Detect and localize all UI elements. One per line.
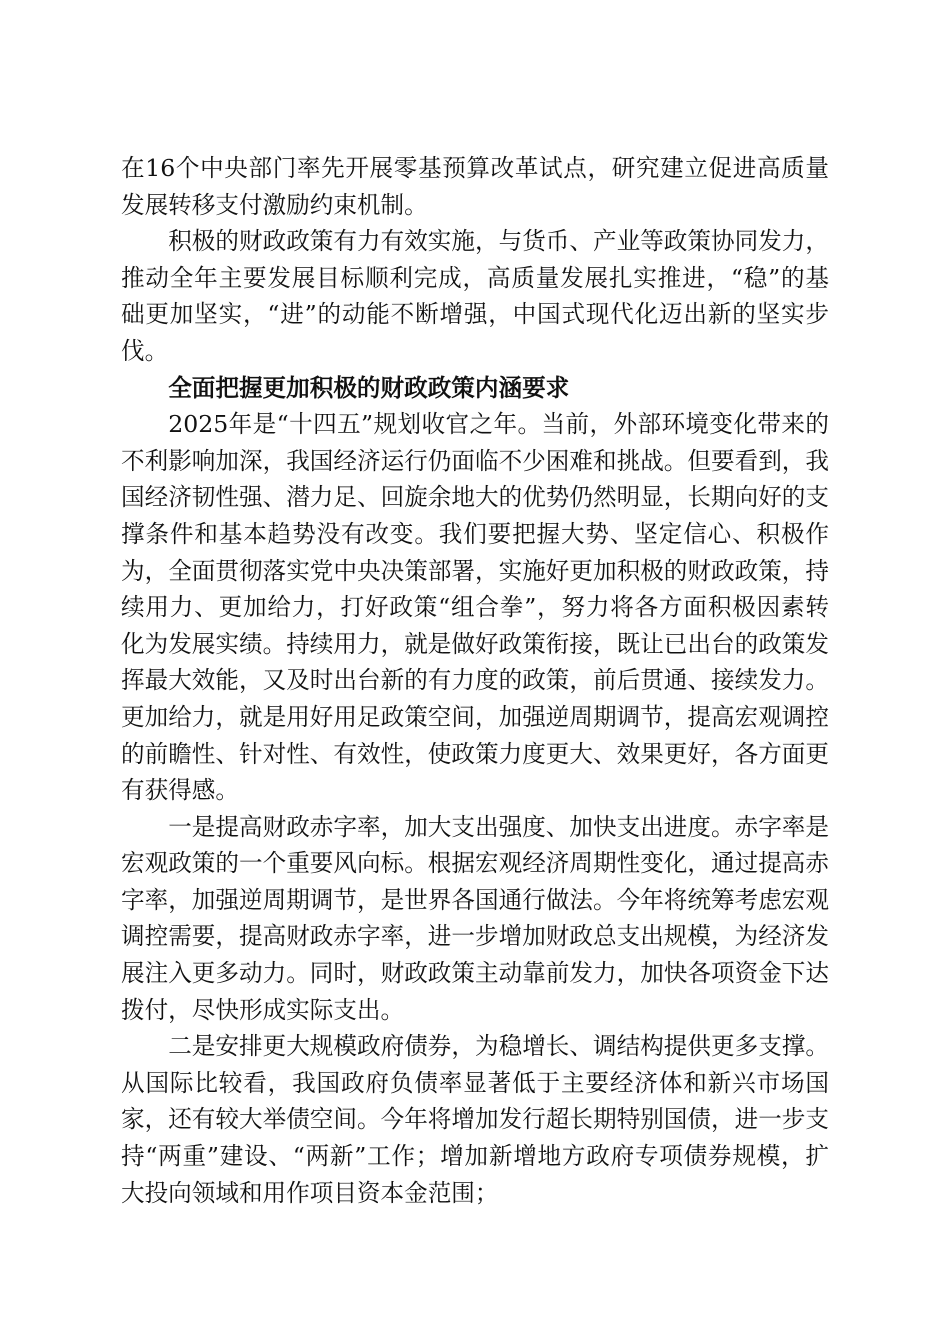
body-paragraph-3: 2025年是“十四五”规划收官之年。当前，外部环境变化带来的不利影响加深，我国经济运行仍面临不少困难和挑战。但要看到，我国经济韧性强、潜力足、回旋余地大的优势仍然明显，长期向好的支撑条件和基本趋势没有改变。我们要把握大势、坚定信心、积极作为，全面贯彻落实党中央决策部署，实施好更加积极的财政政策，持续用力、更加给力，打好政策“组合拳”，努力将各方面积极因素转化为发展实绩。持续用力，就是做好政策衔接，既让已出台的政策发挥最大效能，又及时出台新的有力度的政策，前后贯通、接续发力。更加给力，就是用好用足政策空间，加强逆周期调节，提高宏观调控的前瞻性、针对性、有效性，使政策力度更大、效果更好，各方面更有获得感。	[121, 410, 829, 805]
body-paragraph-2: 积极的财政政策有力有效实施，与货币、产业等政策协同发力，推动全年主要发展目标顺利完成，高质量发展扎实推进，“稳”的基础更加坚实，“进”的动能不断增强，中国式现代化迈出新的坚实步伐。	[121, 227, 829, 365]
body-paragraph-4: 一是提高财政赤字率，加大支出强度、加快支出进度。赤字率是宏观政策的一个重要风向标。根据宏观经济周期性变化，通过提高赤字率，加强逆周期调节，是世界各国通行做法。今年将统筹考虑宏观调控需要，提高财政赤字率，进一步增加财政总支出规模，为经济发展注入更多动力。同时，财政政策主动靠前发力，加快各项资金下达拨付，尽快形成实际支出。	[121, 812, 829, 1024]
body-paragraph-5: 二是安排更大规模政府债券，为稳增长、调结构提供更多支撑。从国际比较看，我国政府负债率显著低于主要经济体和新兴市场国家，还有较大举债空间。今年将增加发行超长期特别国债，进一步支持“两重”建设、“两新”工作；增加新增地方政府专项债券规模，扩大投向领域和用作项目资本金范围；	[121, 1032, 829, 1207]
section-heading: 全面把握更加积极的财政政策内涵要求	[168, 373, 570, 402]
document-page	[121, 150, 829, 1211]
body-paragraph-1: 在16个中央部门率先开展零基预算改革试点，研究建立促进高质量发展转移支付激励约束机制。	[121, 154, 829, 219]
